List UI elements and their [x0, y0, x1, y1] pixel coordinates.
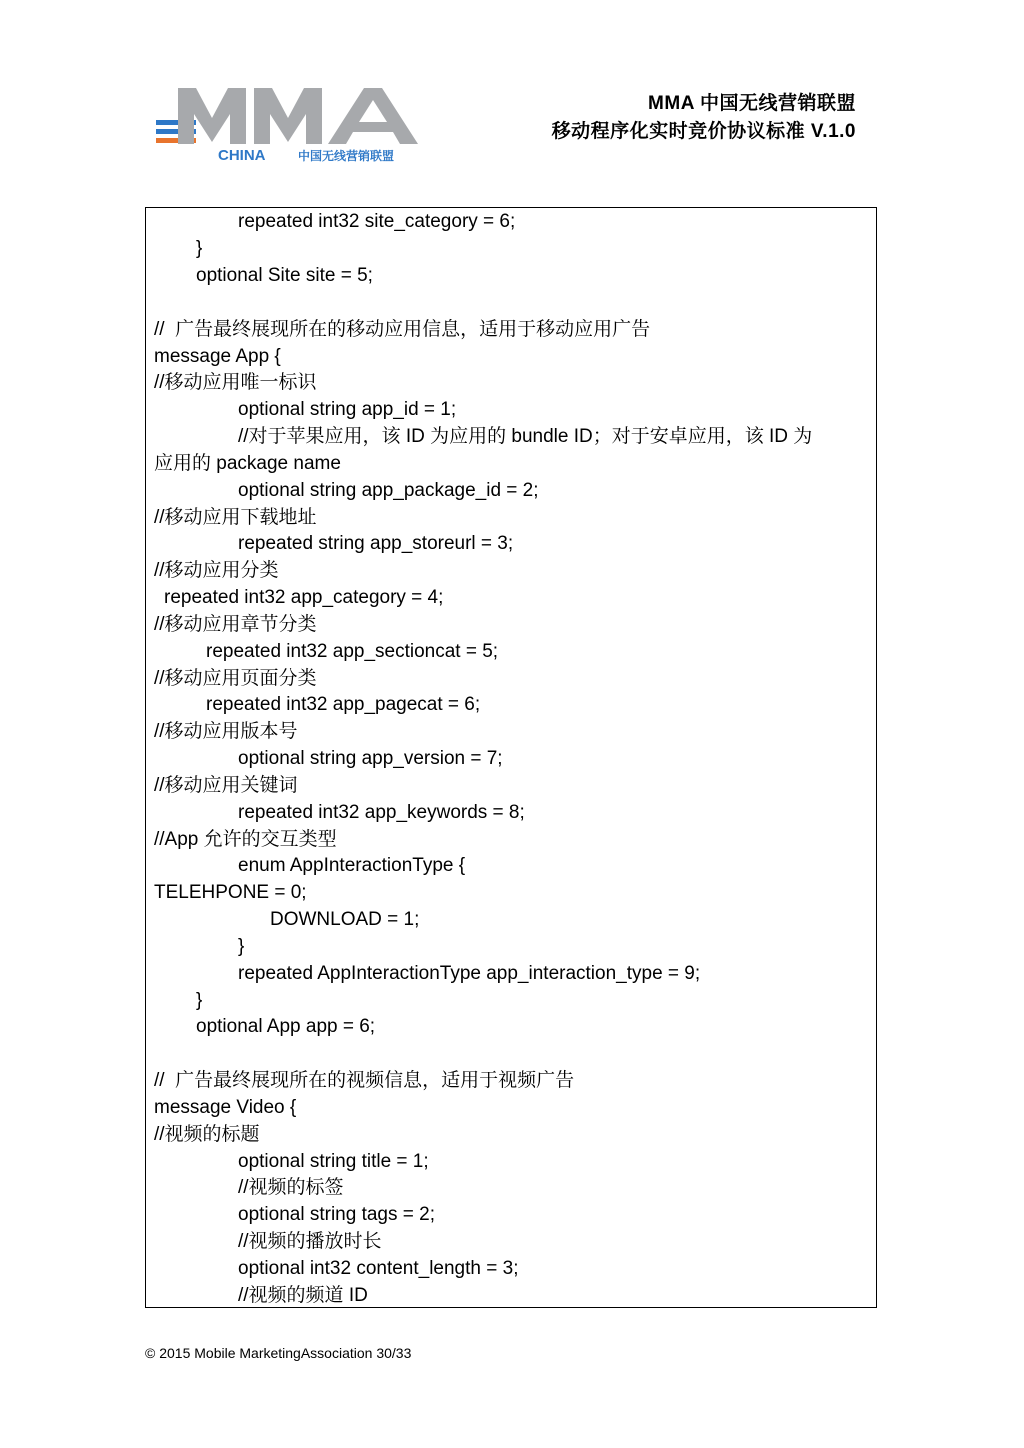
mma-china-logo	[152, 84, 452, 168]
logo-subtitle-cn: 中国无线营销联盟	[298, 149, 395, 163]
code-line: optional Site site = 5;	[196, 265, 373, 286]
code-line: 应用的 package name	[154, 453, 341, 474]
code-line: optional string title = 1;	[238, 1151, 429, 1172]
code-line: optional int32 content_length = 3;	[238, 1258, 519, 1279]
code-line: //移动应用关键词	[154, 775, 298, 796]
code-line: //移动应用下载地址	[154, 507, 317, 528]
code-line: optional string tags = 2;	[238, 1204, 435, 1225]
code-line: }	[238, 936, 245, 957]
code-line: //移动应用页面分类	[154, 668, 317, 689]
code-line: //对于苹果应用，该 ID 为应用的 bundle ID；对于安卓应用，该 ID 为	[238, 426, 813, 447]
mma-logo-graphic	[152, 84, 452, 168]
code-line: // 广告最终展现所在的视频信息，适用于视频广告	[154, 1070, 575, 1091]
code-line: //移动应用唯一标识	[154, 372, 317, 393]
document-header	[552, 90, 856, 146]
header-title-line2: 移动程序化实时竞价协议标准 V.1.0	[551, 121, 856, 142]
header-title-line1: MMA 中国无线营销联盟	[648, 93, 856, 114]
code-line: optional string app_version = 7;	[238, 748, 503, 769]
code-line: //移动应用分类	[154, 560, 279, 581]
code-line: repeated AppInteractionType app_interaction_type = 9;	[238, 963, 701, 984]
page-footer: © 2015 Mobile MarketingAssociation 30/33	[145, 1345, 412, 1361]
code-line: //视频的频道 ID	[238, 1285, 368, 1306]
logo-subtitle: CHINA	[218, 147, 266, 164]
code-line: optional string app_id = 1;	[238, 399, 457, 420]
code-line: repeated string app_storeurl = 3;	[238, 533, 514, 554]
code-listing-box	[145, 207, 877, 1308]
code-line: // 广告最终展现所在的移动应用信息，适用于移动应用广告	[154, 319, 651, 340]
code-line: repeated int32 site_category = 6;	[238, 211, 516, 232]
code-line: repeated int32 app_category = 4;	[164, 587, 444, 608]
code-line: //视频的播放时长	[238, 1231, 382, 1252]
code-line: repeated int32 app_keywords = 8;	[238, 802, 525, 823]
code-line: //移动应用章节分类	[154, 614, 317, 635]
code-line: repeated int32 app_sectioncat = 5;	[206, 641, 499, 662]
code-line: //视频的标题	[154, 1124, 260, 1145]
code-line: //移动应用版本号	[154, 721, 298, 742]
code-line: optional string app_package_id = 2;	[238, 480, 539, 501]
code-line: enum AppInteractionType {	[238, 855, 466, 876]
code-line: //视频的标签	[238, 1177, 344, 1198]
code-line: repeated int32 app_pagecat = 6;	[206, 694, 481, 715]
code-line: DOWNLOAD = 1;	[270, 909, 420, 930]
code-line: }	[196, 990, 203, 1011]
code-line: }	[196, 238, 203, 259]
code-line: //App 允许的交互类型	[154, 829, 337, 850]
code-line: message App {	[154, 346, 281, 367]
code-line: optional App app = 6;	[196, 1016, 376, 1037]
code-line: message Video {	[154, 1097, 297, 1118]
code-line: TELEHPONE = 0;	[154, 882, 307, 903]
